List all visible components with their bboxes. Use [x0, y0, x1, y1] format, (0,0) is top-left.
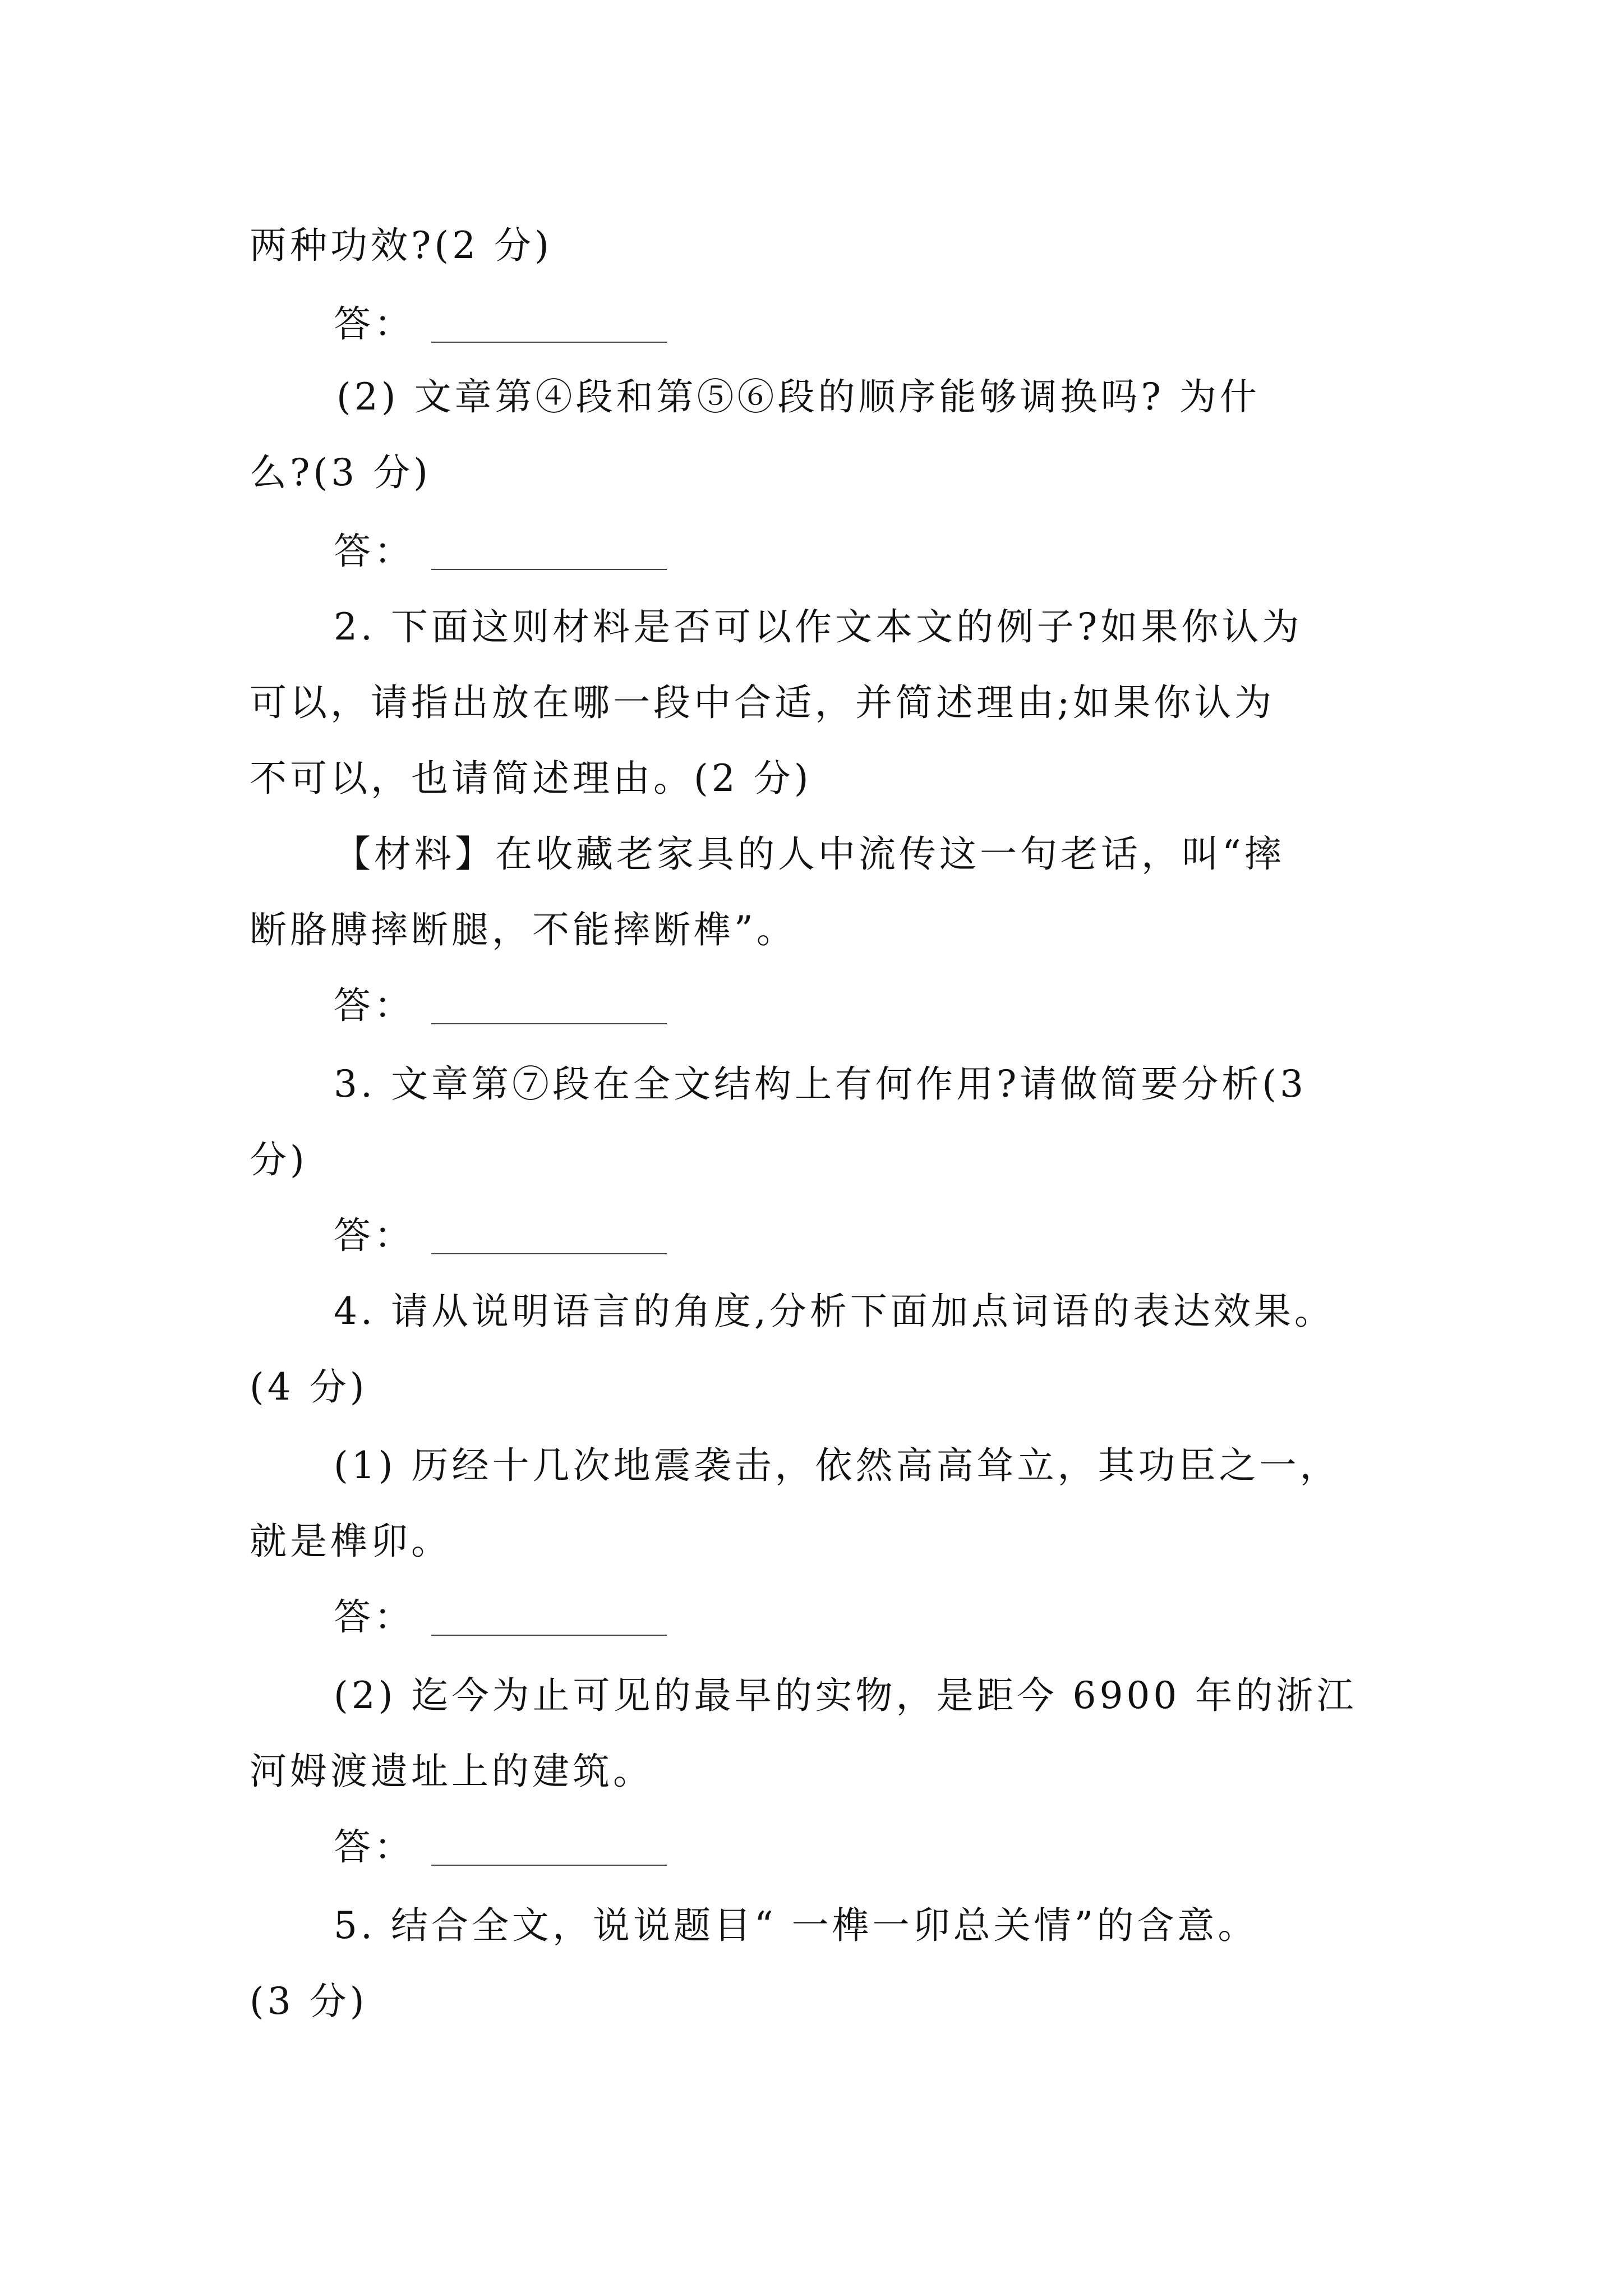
- text-line: (1) 历经十几次地震袭击，依然高高耸立，其功臣之一，: [334, 1444, 1340, 1487]
- answer-label: 答：: [334, 984, 414, 1027]
- text-line: 可以，请指出放在哪一段中合适，并简述理由;如果你认为: [250, 681, 1275, 724]
- text-line: 分): [250, 1138, 308, 1181]
- text-line: 5. 结合全文，说说题目“ 一榫一卯总关情”的含意。: [334, 1904, 1258, 1947]
- answer-line: [334, 984, 667, 1027]
- text-line: 2. 下面这则材料是否可以作文本文的例子?如果你认为: [334, 605, 1303, 648]
- answer-label: 答：: [334, 1214, 414, 1257]
- text-line: 么?(3 分): [250, 451, 431, 494]
- text-line: (2) 迄今为止可见的最早的实物，是距今 6900 年的浙江: [334, 1674, 1357, 1717]
- text-line: 两种功效?(2 分): [250, 224, 552, 267]
- text-line: (2) 文章第④段和第⑤⑥段的顺序能够调换吗? 为什: [336, 375, 1260, 418]
- answer-line: [334, 1214, 667, 1257]
- answer-label: 答：: [334, 302, 414, 346]
- answer-blank: [431, 1221, 667, 1254]
- text-line: 断胳膊摔断腿，不能摔断榫”。: [250, 908, 797, 951]
- text-line: 【材料】在收藏老家具的人中流传这一句老话，叫“摔: [334, 832, 1285, 876]
- answer-line: [334, 1595, 667, 1639]
- text-line: 3. 文章第⑦段在全文结构上有何作用?请做简要分析(3: [334, 1062, 1307, 1106]
- answer-blank: [431, 1832, 667, 1866]
- text-line: 4. 请从说明语言的角度,分析下面加点词语的表达效果。: [334, 1290, 1335, 1333]
- answer-blank: [431, 536, 667, 570]
- text-line: 河姆渡遗址上的建筑。: [250, 1750, 653, 1793]
- answer-line: [334, 1825, 667, 1869]
- text-line: 不可以，也请简述理由。(2 分): [250, 757, 812, 800]
- answer-label: 答：: [334, 530, 414, 573]
- answer-blank: [431, 1602, 667, 1636]
- answer-line: [334, 302, 667, 346]
- answer-blank: [431, 309, 667, 343]
- text-line: (4 分): [250, 1365, 368, 1409]
- text-line: 就是榫卯。: [250, 1520, 451, 1563]
- answer-label: 答：: [334, 1825, 414, 1869]
- answer-label: 答：: [334, 1595, 414, 1639]
- answer-line: [334, 530, 667, 573]
- answer-blank: [431, 991, 667, 1024]
- text-line: (3 分): [250, 1980, 368, 2023]
